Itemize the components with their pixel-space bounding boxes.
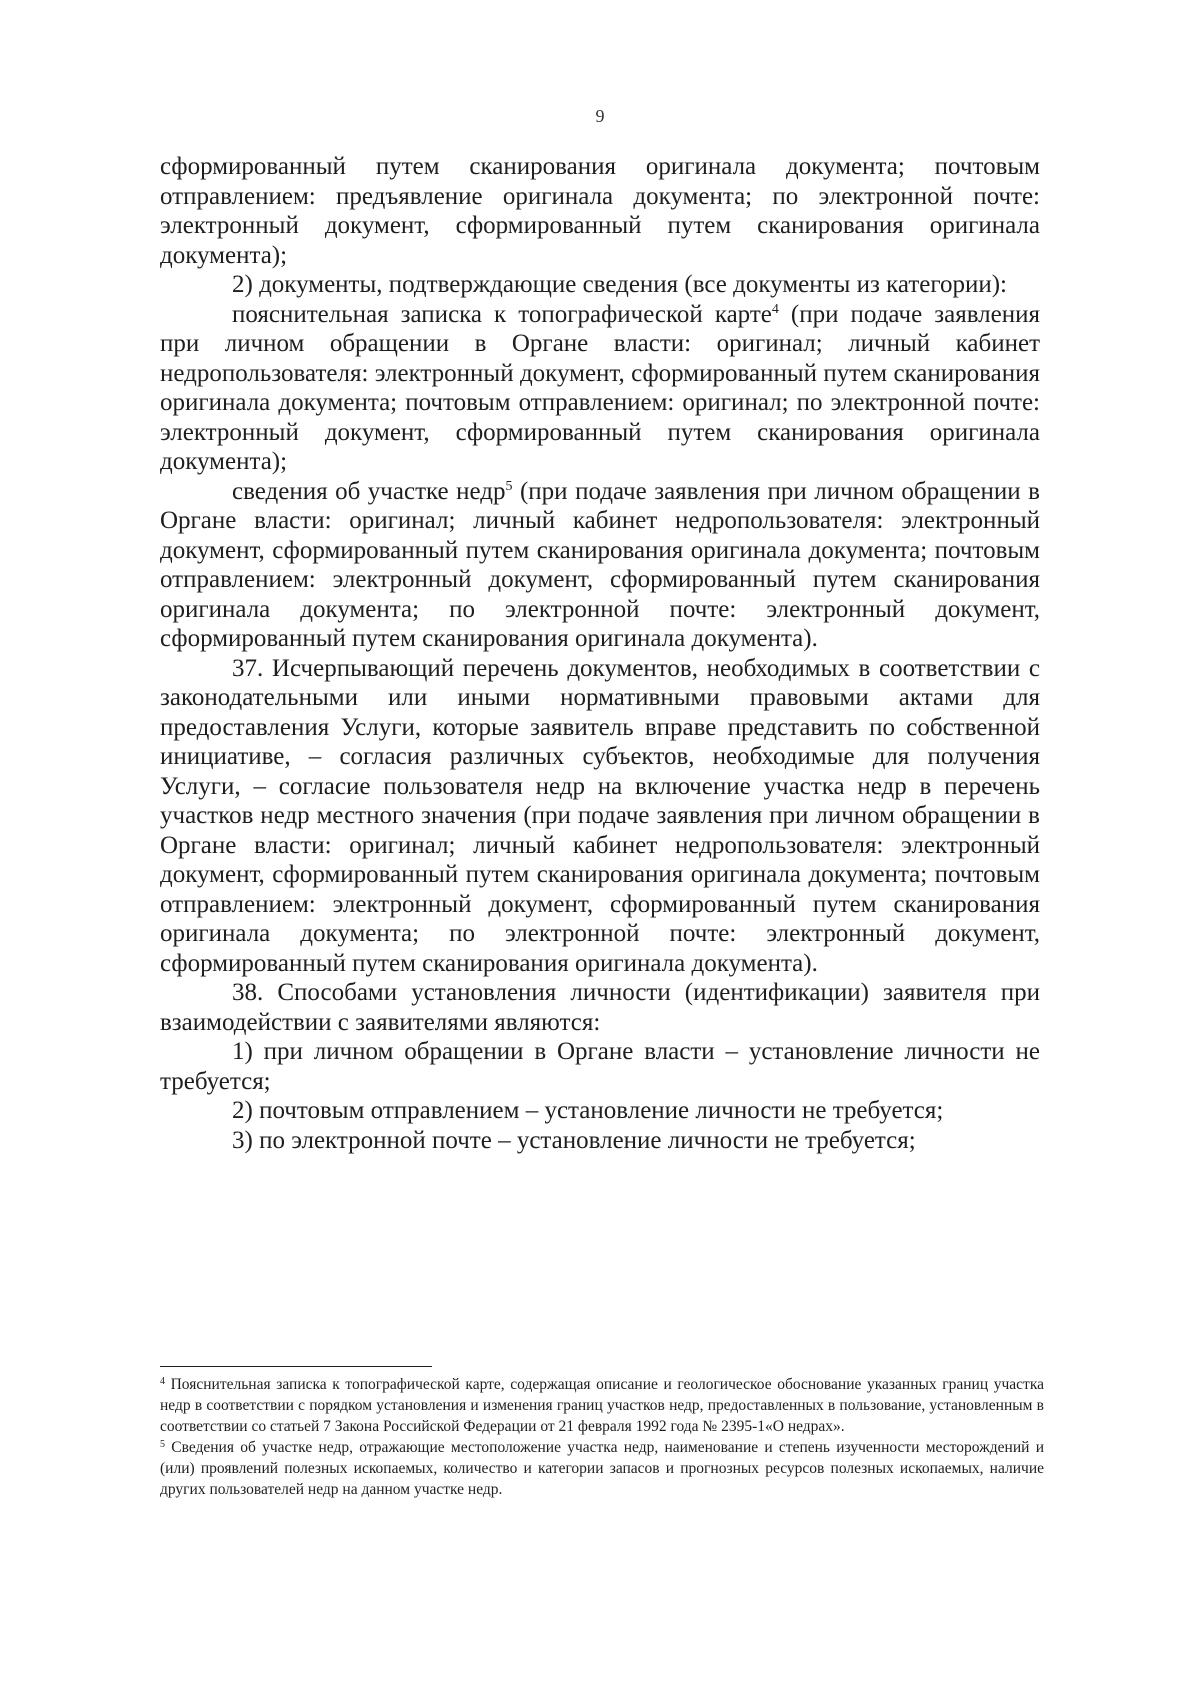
paragraph-text: пояснительная записка к топографической карте bbox=[232, 300, 772, 328]
paragraph bbox=[160, 477, 1040, 654]
footnote-text: Пояснительная записка к топографической карте, содержащая описание и геологическое обоснование указанных границ участка недр в соответствии с порядком установления и изменения границ участков недр, предоставленных в пользование, установленным в соответствии со статьей 7 Закона Российской Федерации от 21 февраля 1992 года № 2395-1«О недрах». bbox=[160, 1376, 1044, 1435]
paragraph-text: сведения об участке недр bbox=[232, 477, 506, 505]
paragraph-text: (при подаче заявления при личном обращении в Органе власти: оригинал; личный кабинет недропользователя: электронный документ, сформированный путем сканирования оригинала документа; почтовым отправлением: оригинал; по электронной почте: электронный документ, сформированный путем сканирования оригинала документа); bbox=[160, 300, 1040, 475]
footnote bbox=[160, 1437, 1044, 1500]
paragraph: 2) документы, подтверждающие сведения (все документы из категории): bbox=[232, 271, 1007, 298]
footnote-divider bbox=[160, 1366, 432, 1367]
footnote-reference: 4 bbox=[771, 301, 779, 317]
list-item: 3) по электронной почте – установление личности не требуется; bbox=[232, 1126, 916, 1154]
footnote bbox=[160, 1374, 1044, 1437]
document-body bbox=[160, 152, 1040, 1155]
list-item: 1) при личном обращении в Органе власти – установление личности не требуется; bbox=[160, 1038, 1040, 1095]
footnote-text: Сведения об участке недр, отражающие местоположение участка недр, наименование и степень изученности месторождений и (или) проявлений полезных ископаемых, количество и категории запасов и прогнозных ресурсов полезных ископаемых, наличие других пользователей недр на данном участке недр. bbox=[160, 1439, 1044, 1498]
paragraph-text: (при подаче заявления при личном обращении в Органе власти: оригинал; личный кабинет недропользователя: электронный документ, сформированный путем сканирования оригинала документа; почтовым отправлением: электронный документ, сформированный путем сканирования оригинала документа; по электронной почте: электронный документ, сформированный путем сканирования оригинала документа). bbox=[160, 477, 1040, 652]
footnote-mark: 4 bbox=[160, 1376, 165, 1387]
paragraph: сформированный путем сканирования оригинала документа; почтовым отправлением: предъявление оригинала документа; по электронной почте: электронный документ, сформированный путем сканирования оригинала документа); bbox=[160, 153, 1040, 269]
paragraph bbox=[160, 300, 1040, 477]
page-number: 9 bbox=[595, 106, 605, 126]
footnote-mark: 5 bbox=[160, 1439, 165, 1450]
footnote-reference: 5 bbox=[505, 478, 513, 494]
paragraph: 38. Способами установления личности (идентификации) заявителя при взаимодействии с заявителями являются: bbox=[160, 979, 1040, 1036]
list-item: 2) почтовым отправлением – установление личности не требуется; bbox=[232, 1097, 944, 1124]
footnotes bbox=[160, 1374, 1044, 1500]
paragraph: 37. Исчерпывающий перечень документов, необходимых в соответствии с законодательными или иными нормативными правовыми актами для предоставления Услуги, которые заявитель вправе представить по собственной инициативе, – согласия различных субъектов, необходимые для получения Услуги, – согласие пользователя недр на включение участка недр в перечень участков недр местного значения (при подаче заявления при личном обращении в Органе власти: оригинал; личный кабинет недропользователя: электронный документ, сформированный путем сканирования оригинала документа; почтовым отправлением: электронный документ, сформированный путем сканирования оригинала документа; по электронной почте: электронный документ, сформированный путем сканирования оригинала документа). bbox=[160, 654, 1040, 977]
